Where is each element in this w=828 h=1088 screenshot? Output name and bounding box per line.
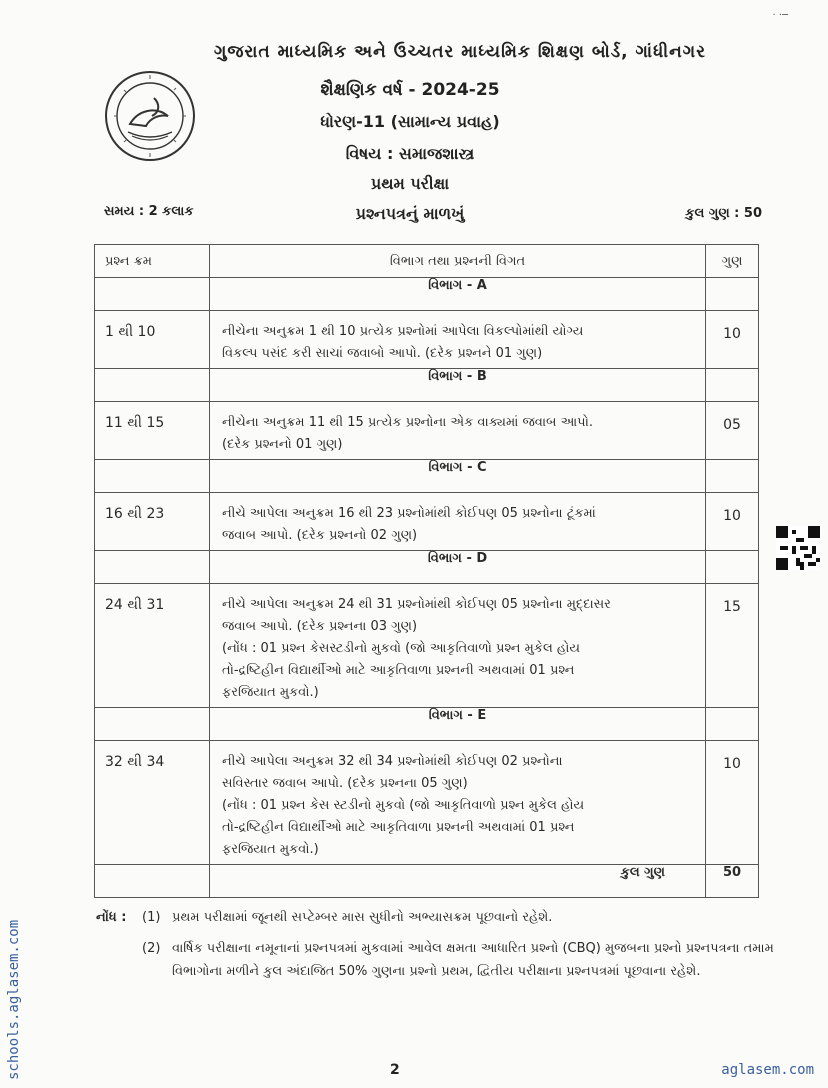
section-row [95,460,759,493]
note-item [96,937,776,983]
question-range: 24 થી 31 [95,584,210,708]
question-marks: 10 [706,493,759,551]
page-number: 2 [390,1062,400,1078]
question-range: 11 થી 15 [95,402,210,460]
exam-time: સમય : 2 કલાક [104,204,194,219]
section-title-d: વિભાગ - D [210,551,706,584]
question-range: 32 થી 34 [95,741,210,865]
section-row [95,278,759,311]
detail-line: નીચે આપેલા અનુક્રમ 24 થી 31 પ્રશ્નોમાંથી કોઈપણ 05 પ્રશ્નોના મુદ્દાસર [222,597,611,612]
question-marks: 10 [706,311,759,369]
header-marks: ગુણ [706,245,759,278]
detail-line: વિકલ્પ પસંદ કરી સાચાં જવાબો આપો. (દરેક પ્રશ્નને 01 ગુણ) [222,346,543,361]
total-row [95,865,759,898]
section-row [95,369,759,402]
blueprint-table [94,244,759,898]
detail-line: નીચે આપેલા અનુક્રમ 32 થી 34 પ્રશ્નોમાંથી કોઈપણ 02 પ્રશ્નોના [222,754,563,769]
section-title-b: વિભાગ - B [210,369,706,402]
note-text: પ્રથમ પરીક્ષામાં જૂનથી સપ્ટેમ્બર માસ સુધીનો અભ્યાસક્રમ પૂછવાનો રહેશે. [172,910,553,925]
board-name: ગુજરાત માધ્યમિક અને ઉચ્ચતર માધ્યમિક શિક્ષણ બોર્ડ, ગાંધીનગર [213,42,706,62]
table-row [95,402,759,460]
detail-line: ફરજિયાત મુકવો.) [222,685,319,700]
qr-code-icon [776,526,820,570]
question-marks: 10 [706,741,759,865]
detail-line: તો-દ્રષ્ટિહીન વિદ્યાર્થીઓ માટે આકૃતિવાળા પ્રશ્નની અથવામાં 01 પ્રશ્ન [222,663,575,678]
table-row [95,584,759,708]
detail-line: (નોંધ : 01 પ્રશ્ન કેસ સ્ટડીનો મુકવો (જો આકૃતિવાળો પ્રશ્ન મુકેલ હોય [222,798,585,813]
question-details [210,584,706,708]
section-row [95,551,759,584]
table-row [95,493,759,551]
detail-line: (દરેક પ્રશ્નનો 01 ગુણ) [222,437,343,452]
notes-heading: નોંધ : [96,910,127,925]
detail-line: તો-દ્રષ્ટિહીન વિદ્યાર્થીઓ માટે આકૃતિવાળા પ્રશ્નની અથવામાં 01 પ્રશ્ન [222,820,575,835]
note-item [96,906,776,929]
blueprint-title: પ્રશ્નપત્રનું માળખું [355,204,465,223]
header-question-no: પ્રશ્ન ક્રમ [95,245,210,278]
question-details [210,493,706,551]
total-marks: કુલ ગુણ : 50 [685,206,762,221]
table-row [95,311,759,369]
bottom-watermark: aglasem.com [721,1062,814,1078]
subject: વિષય : સમાજશાસ્ત્ર [345,144,475,163]
detail-line: નીચેના અનુક્રમ 1 થી 10 પ્રત્યેક પ્રશ્નોમાં આપેલા વિકલ્પોમાંથી યોગ્ય [222,324,584,339]
note-text: વાર્ષિક પરીક્ષાના નમૂનાનાં પ્રશ્નપત્રમાં મુકવામાં આવેલ ક્ષમતા આધારિત પ્રશ્નો (CBQ) મુજબના પ્રશ્નો પ્રશ્નપત્રના તમામ વિભાગોના મળીને કુલ અંદાજિત 50% ગુણના પ્રશ્નો પ્રથમ, દ્વિતીય પરીક્ષાના પ્રશ્નપત્રમાં પૂછવાના રહેશે. [172,941,774,979]
notes [96,906,776,983]
question-marks: 15 [706,584,759,708]
total-label: કુલ ગુણ [210,865,706,898]
detail-line: જવાબ આપો. (દરેક પ્રશ્નના 03 ગુણ) [222,619,418,634]
question-range: 16 થી 23 [95,493,210,551]
detail-line: (નોંધ : 01 પ્રશ્ન કેસસ્ટડીનો મુકવો (જો આકૃતિવાળો પ્રશ્ન મુકેલ હોય [222,641,581,656]
side-watermark: schools.aglasem.com [6,919,22,1080]
section-title-c: વિભાગ - C [210,460,706,493]
total-value: 50 [706,865,759,898]
header-details: વિભાગ તથા પ્રશ્નની વિગત [210,245,706,278]
detail-line: ફરજિયાત મુકવો.) [222,842,319,857]
question-details [210,741,706,865]
table-row [95,741,759,865]
detail-line: સવિસ્તાર જવાબ આપો. (દરેક પ્રશ્નના 05 ગુણ) [222,776,468,791]
note-number: (1) [142,910,161,925]
question-details [210,402,706,460]
question-marks: 05 [706,402,759,460]
exam-name: પ્રથમ પરીક્ષા [370,174,450,193]
detail-line: નીચેના અનુક્રમ 11 થી 15 પ્રત્યેક પ્રશ્નોના એક વાક્યમાં જવાબ આપો. [222,415,593,430]
question-details [210,311,706,369]
standard: ધોરણ-11 (સામાન્ય પ્રવાહ) [320,112,500,131]
academic-year: શૈક્ષણિક વર્ષ - 2024-25 [320,80,500,100]
question-range: 1 થી 10 [95,311,210,369]
scan-mark: · ·─ [772,10,788,21]
table-header-row [95,245,759,278]
section-title-e: વિભાગ - E [210,708,706,741]
detail-line: નીચે આપેલા અનુક્રમ 16 થી 23 પ્રશ્નોમાંથી કોઈપણ 05 પ્રશ્નોના ટૂંકમાં [222,506,596,521]
section-title-a: વિભાગ - A [210,278,706,311]
note-number: (2) [142,941,161,956]
detail-line: જવાબ આપો. (દરેક પ્રશ્નનો 02 ગુણ) [222,528,418,543]
section-row [95,708,759,741]
